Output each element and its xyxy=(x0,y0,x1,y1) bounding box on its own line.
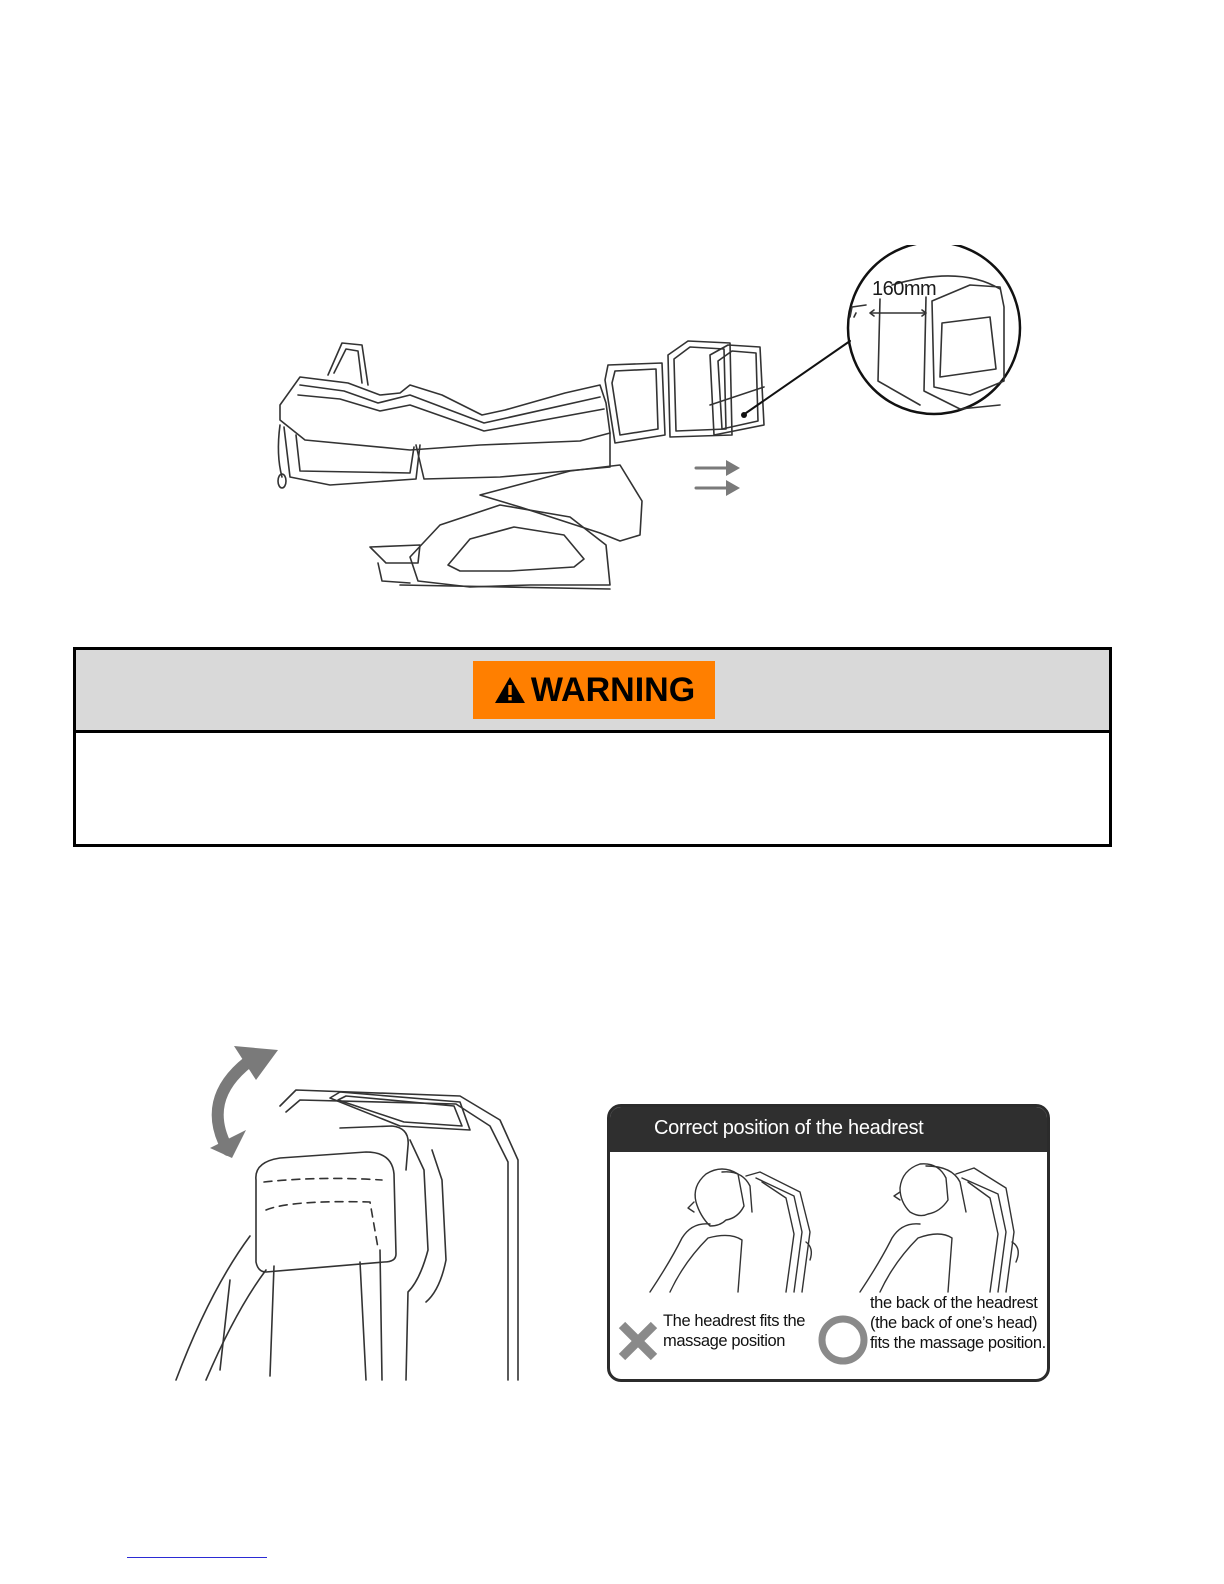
correct-position-caption: the back of the headrest (the back of one’s head) fits the massage position. xyxy=(870,1294,1046,1352)
panel-title: Correct position of the headrest xyxy=(654,1117,924,1139)
headrest-illustration xyxy=(170,1040,530,1385)
warning-body xyxy=(76,733,1109,844)
head-position-illustrations xyxy=(610,1152,1047,1302)
warning-label: WARNING xyxy=(530,670,696,709)
footer-rule xyxy=(127,1557,267,1558)
warning-badge xyxy=(473,661,715,719)
panel-header xyxy=(610,1107,1047,1152)
dimension-label: 160mm xyxy=(872,278,937,300)
warning-triangle-icon xyxy=(493,675,527,705)
circle-icon xyxy=(816,1313,870,1367)
curved-arrow-icon xyxy=(210,1046,278,1158)
headrest-position-panel xyxy=(607,1104,1050,1382)
warning-box xyxy=(73,647,1112,847)
wrong-position-caption: The headrest fits the massage position xyxy=(663,1312,806,1350)
cross-icon xyxy=(616,1319,660,1363)
warning-header xyxy=(76,650,1109,733)
